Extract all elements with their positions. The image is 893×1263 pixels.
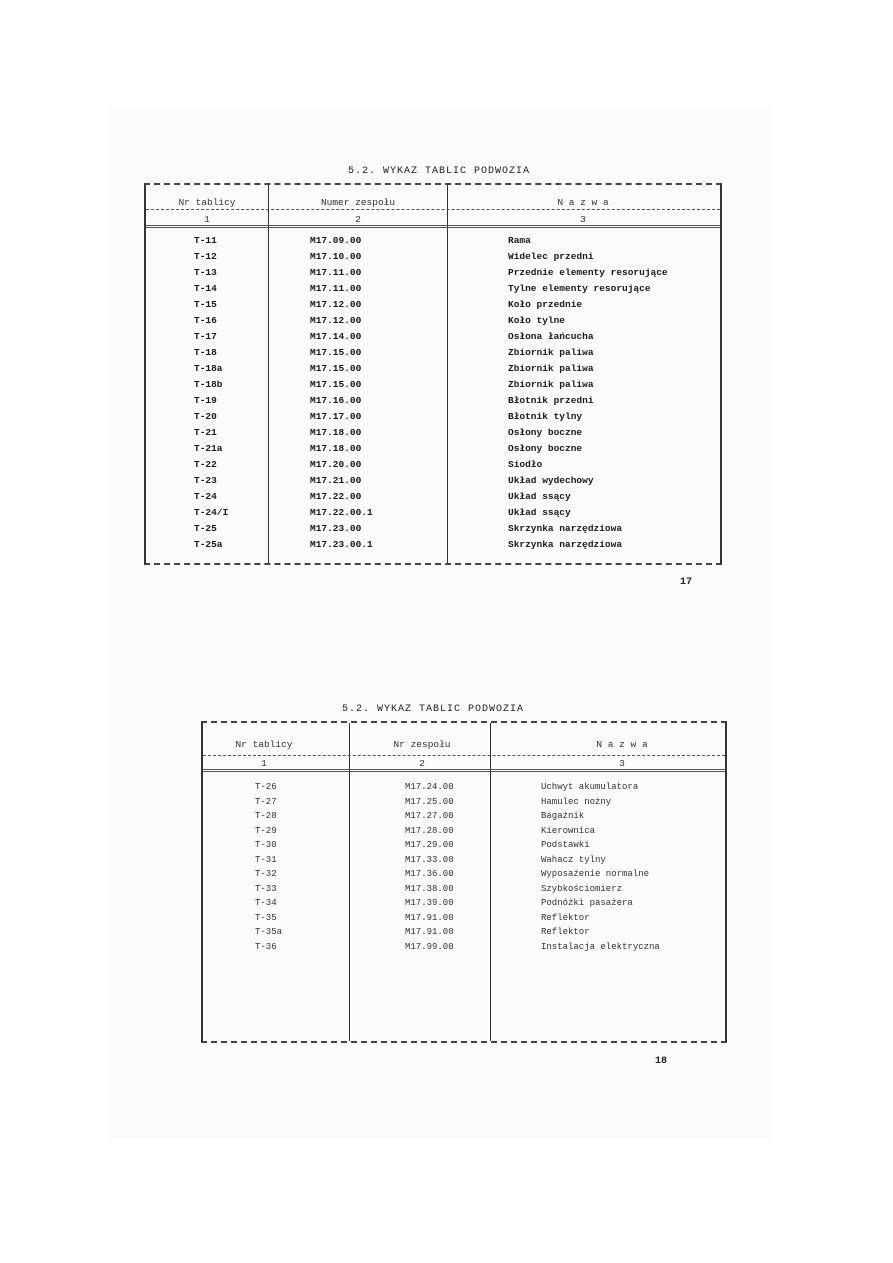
cell-nr: T-16	[194, 315, 217, 326]
cell-zespol: M17.25.00	[405, 796, 454, 807]
cell-zespol: M17.24.00	[405, 782, 454, 792]
cell-nr: T-24/I	[194, 507, 229, 518]
cell-nazwa: Podnóżki pasażera	[541, 898, 633, 908]
cell-nr: T-21a	[194, 443, 223, 454]
cell-nr: T-32	[255, 869, 277, 879]
cell-nazwa: Reflektor	[541, 912, 590, 923]
cell-nr: T-22	[194, 459, 217, 470]
cell-nazwa: Koło tylne	[508, 315, 566, 326]
page2-colnum-row	[203, 758, 725, 769]
cell-zespol: M17.38.00	[405, 883, 454, 894]
cell-nr: T-35	[255, 912, 277, 923]
cell-nazwa: Tylne elementy resorujące	[508, 283, 651, 294]
cell-nazwa: Skrzynka narzędziowa	[508, 523, 623, 534]
page1-colnum-1: 1	[204, 214, 210, 225]
cell-zespol: M17.91.00	[405, 927, 454, 937]
cell-zespol: M17.10.00	[310, 251, 362, 262]
cell-nr: T-15	[194, 299, 217, 310]
cell-zespol: M17.22.00.1	[310, 507, 373, 518]
page1-colnum-3: 3	[580, 214, 586, 225]
cell-nr: T-11	[194, 235, 217, 246]
cell-zespol: M17.33.00	[405, 854, 454, 865]
cell-nr: T-31	[255, 854, 277, 865]
cell-nazwa: Siodło	[508, 459, 543, 470]
cell-zespol: M17.17.00	[310, 411, 362, 422]
cell-nazwa: Błotnik przedni	[508, 395, 594, 406]
cell-zespol: M17.16.00	[310, 395, 362, 406]
cell-zespol: M17.39.00	[405, 898, 454, 908]
cell-nr: T-24	[194, 491, 217, 502]
page1-header-nr-tablicy: Nr tablicy	[178, 197, 236, 208]
cell-zespol: M17.91.00	[405, 912, 454, 923]
page2-header-row	[203, 739, 725, 750]
cell-nr: T-17	[194, 331, 217, 342]
cell-zespol: M17.15.00	[310, 347, 362, 358]
cell-zespol: M17.12.00	[310, 299, 362, 310]
cell-zespol: M17.36.00	[405, 869, 454, 879]
cell-nr: T-20	[194, 411, 217, 422]
cell-nazwa: Widelec przedni	[508, 251, 594, 262]
cell-nr: T-14	[194, 283, 217, 294]
cell-zespol: M17.27.00	[405, 811, 454, 821]
cell-zespol: M17.15.00	[310, 363, 362, 374]
cell-zespol: M17.12.00	[310, 315, 362, 326]
cell-nr: T-12	[194, 251, 217, 262]
cell-nazwa: Hamulec nożny	[541, 796, 612, 807]
cell-zespol: M17.23.00.1	[310, 539, 373, 550]
cell-nazwa: Osłony boczne	[508, 443, 583, 454]
page2-header-nr-tablicy: Nr tablicy	[235, 739, 293, 750]
page2-table	[201, 721, 727, 1043]
cell-nr: T-23	[194, 475, 217, 486]
page1-header-row	[146, 197, 720, 208]
cell-nazwa: Wahacz tylny	[541, 854, 606, 865]
cell-nr: T-18a	[194, 363, 223, 374]
cell-zespol: M17.11.00	[310, 267, 362, 278]
cell-nr: T-27	[255, 796, 277, 807]
cell-nr: T-25	[194, 523, 217, 534]
cell-nazwa: Bagażnik	[541, 811, 585, 821]
cell-nazwa: Zbiornik paliwa	[508, 363, 594, 374]
page1-header-nazwa: N a z w a	[557, 197, 609, 208]
page2-colnum-2: 2	[419, 758, 425, 769]
cell-nazwa: Osłona łańcucha	[508, 331, 594, 342]
cell-nr: T-18	[194, 347, 217, 358]
page2-title: 5.2. WYKAZ TABLIC PODWOZIA	[342, 704, 525, 715]
cell-nazwa: Reflektor	[541, 927, 590, 937]
cell-nr: T-30	[255, 840, 277, 850]
page2-colnum-3: 3	[619, 758, 625, 769]
cell-zespol: M17.29.00	[405, 840, 454, 850]
cell-nazwa: Zbiornik paliwa	[508, 347, 594, 358]
page1-title: 5.2. WYKAZ TABLIC PODWOZIA	[348, 166, 531, 177]
page1-colnum-2: 2	[355, 214, 361, 225]
cell-nr: T-29	[255, 825, 277, 836]
page2-header-nr-zespolu: Nr zespołu	[393, 739, 451, 750]
cell-nazwa: Uchwyt akumulatora	[541, 782, 639, 792]
cell-nazwa: Instalacja elektryczna	[541, 941, 660, 952]
page2-number: 18	[655, 1056, 668, 1067]
page2-colnum-1: 1	[261, 758, 267, 769]
cell-nazwa: Błotnik tylny	[508, 411, 583, 422]
cell-zespol: M17.23.00	[310, 523, 362, 534]
cell-zespol: M17.28.00	[405, 825, 454, 836]
cell-nazwa: Układ ssący	[508, 507, 571, 518]
cell-nazwa: Podstawki	[541, 840, 590, 850]
cell-nazwa: Układ wydechowy	[508, 475, 594, 486]
cell-zespol: M17.14.00	[310, 331, 362, 342]
cell-nazwa: Kierownica	[541, 825, 596, 836]
cell-nazwa: Przednie elementy resorujące	[508, 267, 668, 278]
cell-nazwa: Zbiornik paliwa	[508, 379, 594, 390]
cell-zespol: M17.09.00	[310, 235, 362, 246]
cell-nazwa: Rama	[508, 235, 531, 246]
cell-nr: T-33	[255, 883, 277, 894]
cell-zespol: M17.20.00	[310, 459, 362, 470]
cell-nr: T-36	[255, 941, 277, 952]
cell-nazwa: Skrzynka narzędziowa	[508, 539, 623, 550]
cell-nazwa: Wyposażenie normalne	[541, 869, 650, 879]
cell-nazwa: Układ ssący	[508, 491, 571, 502]
cell-zespol: M17.18.00	[310, 427, 362, 438]
cell-zespol: M17.21.00	[310, 475, 362, 486]
page2-header-nazwa: N a z w a	[596, 739, 648, 750]
cell-nazwa: Koło przednie	[508, 299, 583, 310]
cell-nr: T-25a	[194, 539, 223, 550]
cell-nr: T-13	[194, 267, 217, 278]
cell-nr: T-28	[255, 811, 277, 821]
page1-header-numer-zespolu: Numer zespołu	[320, 197, 396, 208]
cell-nr: T-21	[194, 427, 217, 438]
page1-number: 17	[680, 577, 693, 588]
cell-nr: T-18b	[194, 379, 223, 390]
cell-nazwa: Szybkościomierz	[541, 883, 623, 894]
cell-zespol: M17.11.00	[310, 283, 362, 294]
cell-nr: T-26	[255, 782, 277, 792]
cell-nr: T-19	[194, 395, 217, 406]
cell-zespol: M17.15.00	[310, 379, 362, 390]
cell-nazwa: Osłony boczne	[508, 427, 583, 438]
page1-colnum-row	[146, 214, 720, 225]
cell-nr: T-34	[255, 898, 277, 908]
cell-zespol: M17.99.00	[405, 941, 454, 952]
page1-table	[144, 183, 722, 565]
cell-zespol: M17.22.00	[310, 491, 362, 502]
cell-zespol: M17.18.00	[310, 443, 362, 454]
cell-nr: T-35a	[255, 927, 283, 937]
